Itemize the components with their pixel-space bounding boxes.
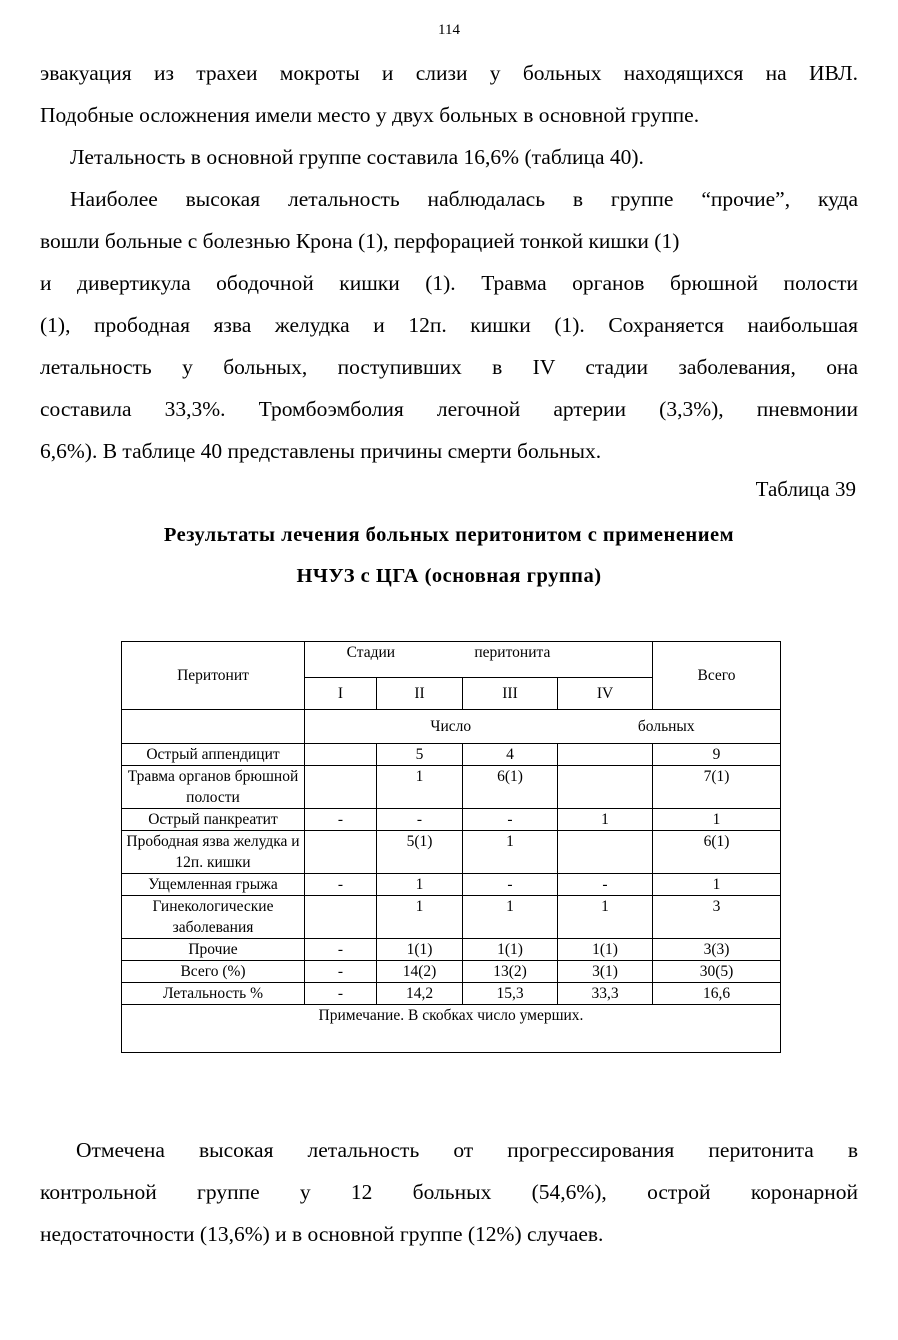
stage-cell: 1 bbox=[377, 874, 463, 896]
total-cell: 7(1) bbox=[653, 766, 781, 809]
total-cell: 9 bbox=[653, 744, 781, 766]
text-line: 6,6%). В таблице 40 представлены причины смерти больных. bbox=[40, 439, 602, 463]
stage-cell: 3(1) bbox=[558, 961, 653, 983]
table-row bbox=[122, 831, 781, 874]
main-paragraph bbox=[40, 178, 858, 472]
total-cell: 6(1) bbox=[653, 831, 781, 874]
header-empty bbox=[122, 710, 305, 744]
closing-paragraph bbox=[40, 1129, 858, 1255]
table-row bbox=[122, 896, 781, 939]
lethality-paragraph bbox=[40, 136, 858, 178]
page-number: 114 bbox=[438, 22, 460, 38]
stage-cell bbox=[305, 896, 377, 939]
stage-cell: - bbox=[558, 874, 653, 896]
stage-cell: 1(1) bbox=[558, 939, 653, 961]
stage-cell: 14(2) bbox=[377, 961, 463, 983]
stage-cell: 1 bbox=[377, 766, 463, 809]
text-line: Летальность в основной группе составила 16,6% (таблица 40). bbox=[70, 145, 644, 169]
total-cell: 16,6 bbox=[653, 983, 781, 1005]
table-row bbox=[122, 744, 781, 766]
row-label: Прободная язва желудка и 12п. кишки bbox=[122, 831, 305, 874]
table-title-line-2: НЧУЗ с ЦГА (основная группа) bbox=[296, 565, 602, 587]
stage-cell: 1 bbox=[377, 896, 463, 939]
text-line: Подобные осложнения имели место у двух больных в основной группе. bbox=[40, 103, 700, 127]
stage-cell: 13(2) bbox=[463, 961, 558, 983]
stage-cell: 1 bbox=[558, 809, 653, 831]
table-row bbox=[122, 939, 781, 961]
header-stage-4: IV bbox=[558, 678, 653, 710]
text-line: вошли больные с болезнью Крона (1), перфорацией тонкой кишки (1) bbox=[40, 229, 680, 253]
stage-cell: - bbox=[305, 961, 377, 983]
text-line: (1), прободная язва желудка и 12п. кишки (1). Сохраняется наибольшая bbox=[40, 313, 858, 337]
header-count-word-2: больных bbox=[637, 718, 695, 735]
stage-cell: - bbox=[463, 874, 558, 896]
text-line: контрольной группе у 12 больных (54,6%), острой коронарной bbox=[40, 1180, 858, 1204]
total-cell: 1 bbox=[653, 809, 781, 831]
stage-cell bbox=[558, 831, 653, 874]
row-label: Летальность % bbox=[122, 983, 305, 1005]
table-row bbox=[122, 961, 781, 983]
header-stage-1: I bbox=[305, 678, 377, 710]
results-table bbox=[121, 641, 781, 1053]
table-label: Таблица 39 bbox=[755, 477, 856, 501]
text-line: эвакуация из трахеи мокроты и слизи у больных находящихся на ИВЛ. bbox=[40, 61, 858, 85]
stage-cell: 1 bbox=[463, 896, 558, 939]
stage-cell bbox=[558, 744, 653, 766]
row-label: Острый панкреатит bbox=[122, 809, 305, 831]
total-cell: 1 bbox=[653, 874, 781, 896]
text-line: и дивертикула ободочной кишки (1). Травма органов брюшной полости bbox=[40, 271, 858, 295]
table-row bbox=[122, 983, 781, 1005]
stage-cell: - bbox=[305, 939, 377, 961]
table-row bbox=[122, 874, 781, 896]
text-line: летальность у больных, поступивших в IV стадии заболевания, она bbox=[40, 355, 858, 379]
stage-cell: - bbox=[463, 809, 558, 831]
stage-cell bbox=[305, 831, 377, 874]
header-stages-word-1: Стадии bbox=[346, 644, 396, 661]
text-line: недостаточности (13,6%) и в основной группе (12%) случаев. bbox=[40, 1222, 604, 1246]
stage-cell: - bbox=[377, 809, 463, 831]
stage-cell: - bbox=[305, 809, 377, 831]
row-label: Гинекологические заболевания bbox=[122, 896, 305, 939]
table-note: Примечание. В скобках число умерших. bbox=[122, 1005, 781, 1053]
text-line: Отмечена высокая летальность от прогрессирования перитонита в bbox=[76, 1138, 858, 1162]
header-count-word-1: Число bbox=[430, 718, 472, 735]
row-label: Острый аппендицит bbox=[122, 744, 305, 766]
total-cell: 3(3) bbox=[653, 939, 781, 961]
stage-cell: 4 bbox=[463, 744, 558, 766]
stage-cell: 1(1) bbox=[463, 939, 558, 961]
intro-paragraph bbox=[40, 52, 858, 136]
stage-cell bbox=[305, 766, 377, 809]
stage-cell: - bbox=[305, 983, 377, 1005]
header-stage-2: II bbox=[377, 678, 463, 710]
text-line: составила 33,3%. Тромбоэмболия легочной артерии (3,3%), пневмонии bbox=[40, 397, 858, 421]
text-line: Наиболее высокая летальность наблюдалась в группе “прочие”, куда bbox=[70, 187, 858, 211]
stage-cell: 5(1) bbox=[377, 831, 463, 874]
stage-cell: 1 bbox=[558, 896, 653, 939]
header-stage-3: III bbox=[463, 678, 558, 710]
stage-cell: 5 bbox=[377, 744, 463, 766]
row-label: Ущемленная грыжа bbox=[122, 874, 305, 896]
header-peritonit: Перитонит bbox=[122, 642, 305, 710]
header-stages-word-2: перитонита bbox=[474, 644, 551, 661]
header-total: Всего bbox=[653, 642, 781, 710]
table-row bbox=[122, 766, 781, 809]
row-label: Всего (%) bbox=[122, 961, 305, 983]
row-label: Травма органов брюшной полости bbox=[122, 766, 305, 809]
stage-cell: 15,3 bbox=[463, 983, 558, 1005]
table-title-line-1: Результаты лечения больных перитонитом с применением bbox=[163, 524, 735, 546]
stage-cell bbox=[305, 744, 377, 766]
stage-cell: 14,2 bbox=[377, 983, 463, 1005]
stage-cell: 6(1) bbox=[463, 766, 558, 809]
stage-cell bbox=[558, 766, 653, 809]
total-cell: 30(5) bbox=[653, 961, 781, 983]
total-cell: 3 bbox=[653, 896, 781, 939]
stage-cell: 33,3 bbox=[558, 983, 653, 1005]
row-label: Прочие bbox=[122, 939, 305, 961]
stage-cell: 1 bbox=[463, 831, 558, 874]
stage-cell: - bbox=[305, 874, 377, 896]
table-row bbox=[122, 809, 781, 831]
stage-cell: 1(1) bbox=[377, 939, 463, 961]
table-body bbox=[122, 744, 781, 1005]
header-stages bbox=[305, 642, 653, 678]
header-count bbox=[305, 710, 781, 744]
